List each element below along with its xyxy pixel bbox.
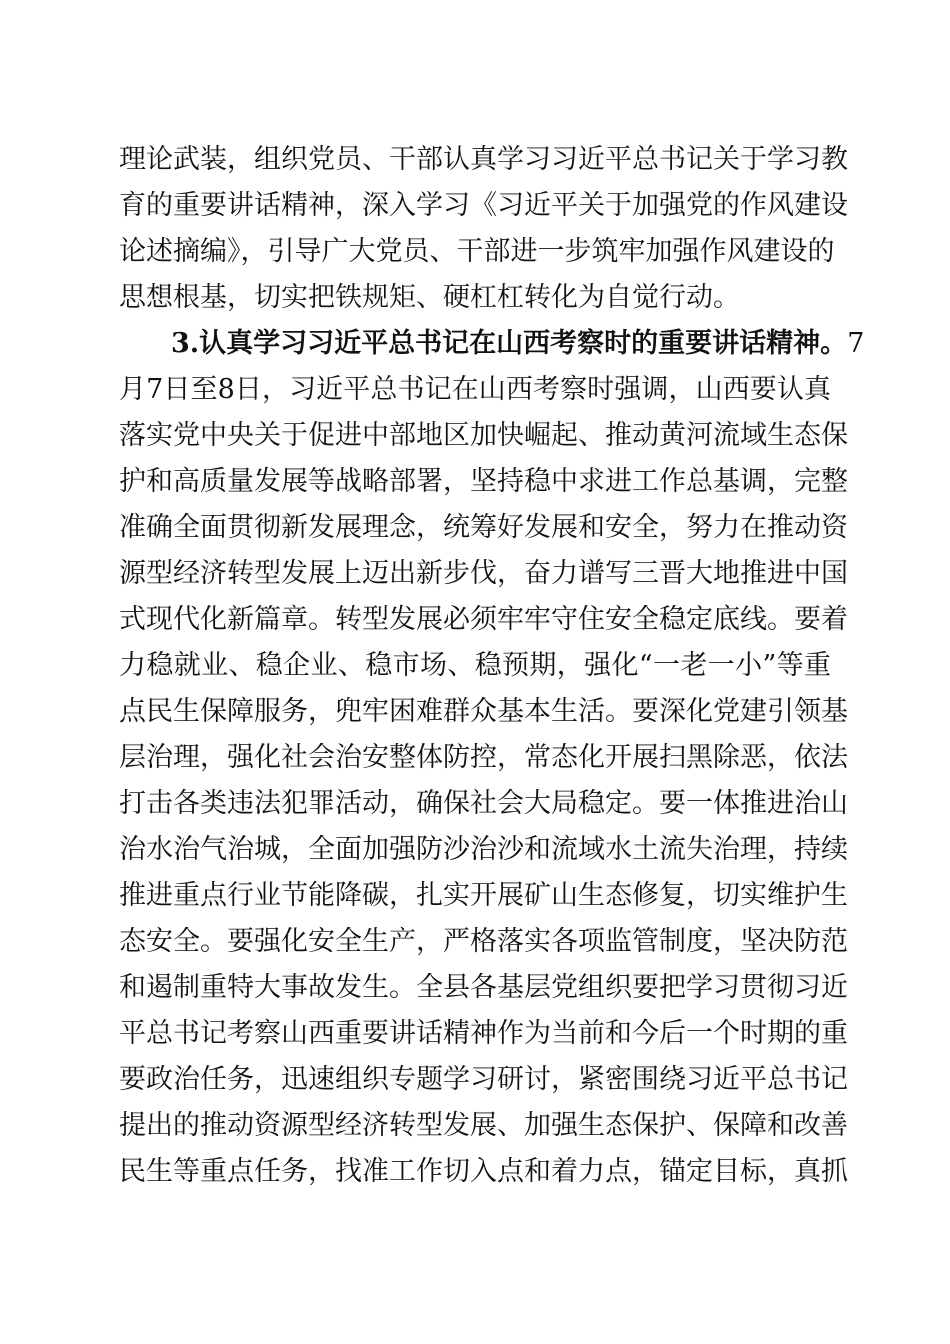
section-heading-line: [171, 324, 865, 364]
body-text-line: 和遏制重特大事故发生。全县各基层党组织要把学习贯彻习近: [119, 972, 848, 1003]
body-text-line: 点民生保障服务，兜牢困难群众基本生活。要深化党建引领基: [119, 696, 848, 727]
body-text-line: 源型经济转型发展上迈出新步伐，奋力谱写三晋大地推进中国: [119, 558, 848, 589]
body-text-line: 式现代化新篇章。转型发展必须牢牢守住安全稳定底线。要着: [119, 604, 848, 635]
section-heading: 3.认真学习习近平总书记在山西考察时的重要讲话精神。: [171, 328, 848, 359]
body-text-line: 育的重要讲话精神，深入学习《习近平关于加强党的作风建设: [119, 190, 848, 221]
body-text-line: 准确全面贯彻新发展理念，统筹好发展和安全，努力在推动资: [119, 512, 848, 543]
body-text-line: 要政治任务，迅速组织专题学习研讨，紧密围绕习近平总书记: [119, 1064, 848, 1095]
body-text-line: 思想根基，切实把铁规矩、硬杠杠转化为自觉行动。: [119, 282, 740, 313]
body-text-line: 护和高质量发展等战略部署，坚持稳中求进工作总基调，完整: [119, 466, 848, 497]
body-text-line: 力稳就业、稳企业、稳市场、稳预期，强化“一老一小”等重: [119, 650, 831, 681]
body-text-line: 平总书记考察山西重要讲话精神作为当前和今后一个时期的重: [119, 1018, 848, 1049]
body-text-line: 月7日至8日，习近平总书记在山西考察时强调，山西要认真: [119, 374, 831, 405]
body-text-line: 论述摘编》，引导广大党员、干部进一步筑牢加强作风建设的: [119, 236, 835, 267]
body-text-line: 打击各类违法犯罪活动，确保社会大局稳定。要一体推进治山: [119, 788, 848, 819]
body-text-line: 落实党中央关于促进中部地区加快崛起、推动黄河流域生态保: [119, 420, 848, 451]
body-text-line: 推进重点行业节能降碳，扎实开展矿山生态修复，切实维护生: [119, 880, 848, 911]
body-text-line: 提出的推动资源型经济转型发展、加强生态保护、保障和改善: [119, 1110, 848, 1141]
body-text-line: 民生等重点任务，找准工作切入点和着力点，锚定目标，真抓: [119, 1156, 848, 1187]
body-text-line: 层治理，强化社会治安整体防控，常态化开展扫黑除恶，依法: [119, 742, 848, 773]
body-text-line: 理论武装，组织党员、干部认真学习习近平总书记关于学习教: [119, 144, 848, 175]
body-text-line: 态安全。要强化安全生产，严格落实各项监管制度，坚决防范: [119, 926, 848, 957]
body-text-line: 治水治气治城，全面加强防沙治沙和流域水土流失治理，持续: [119, 834, 848, 865]
body-text-fragment: 7: [847, 328, 865, 359]
